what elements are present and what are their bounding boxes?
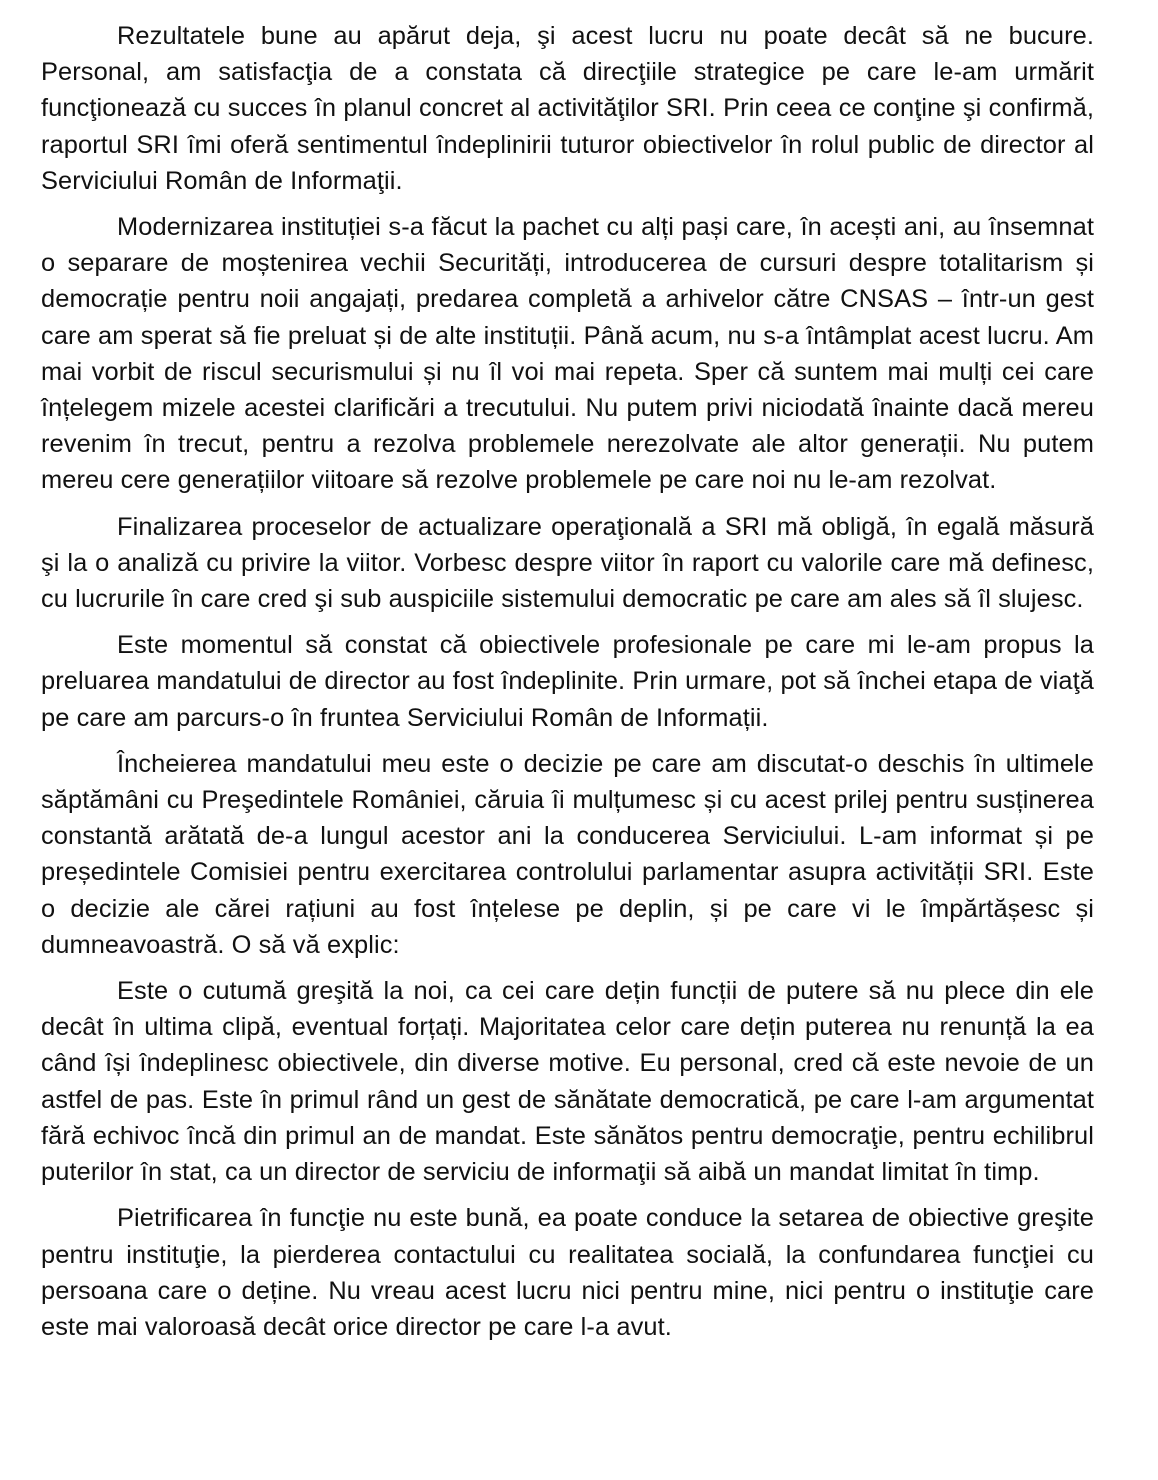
paragraph-mandate-end: Încheierea mandatului meu este o decizie pe care am discutat-o deschis în ultimele săptămâni cu Preşedintele României, căruia îi mulțumesc și cu acest prilej pentru susținerea constantă arătată de-a lungul acestor ani la conducerea Serviciului. L-am informat și pe președintele Comisiei pentru exercitarea controlului parlamentar asupra activității SRI. Este o decizie ale cărei rațiuni au fost înțelese pe deplin, și pe care vi le împărtășesc și dumneavoastră. O să vă explic: <box>41 749 1094 959</box>
document-page <box>41 18 1094 1355</box>
paragraph-finalization: Finalizarea proceselor de actualizare operaţională a SRI mă obligă, în egală măsură şi la o analiză cu privire la viitor. Vorbesc despre viitor în raport cu valorile care mă definesc, cu lucrurile în care cred şi sub auspiciile sistemului democratic pe care am ales să îl slujesc. <box>41 512 1094 614</box>
paragraph-custom: Este o cutumă greşită la noi, ca cei care dețin funcții de putere să nu plece din ele decât în ultima clipă, eventual forțați. Majoritatea celor care dețin puterea nu renunță la ea când își îndeplinesc obiectivele, din diverse motive. Eu personal, cred că este nevoie de un astfel de pas. Este în primul rând un gest de sănătate democratică, pe care l-am argumentat fără echivoc încă din primul an de mandat. Este sănătos pentru democraţie, pentru echilibrul puterilor în stat, ca un director de serviciu de informaţii să aibă un mandat limitat în timp. <box>41 977 1094 1187</box>
paragraph-objectives: Este momentul să constat că obiectivele profesionale pe care mi le-am propus la preluarea mandatului de director au fost îndeplinite. Prin urmare, pot să închei etapa de viaţă pe care am parcurs-o în fruntea Serviciului Român de Informații. <box>41 631 1094 732</box>
paragraph-results: Rezultatele bune au apărut deja, şi acest lucru nu poate decât să ne bucure. Personal, am satisfacţia de a constata că direcţiile strategice pe care le-am urmărit funcţionează cu succes în planul concret al activităţilor SRI. Prin ceea ce conţine şi confirmă, raportul SRI îmi oferă sentimentul îndeplinirii tuturor obiectivelor în rolul public de director al Serviciului Român de Informaţii. <box>41 22 1094 195</box>
paragraph-modernization: Modernizarea instituției s-a făcut la pachet cu alți pași care, în acești ani, au însemnat o separare de moștenirea vechii Securități, introducerea de cursuri despre totalitarism și democrație pentru noii angajați, predarea completă a arhivelor către CNSAS – într-un gest care am sperat să fie preluat și de alte instituții. Până acum, nu s-a întâmplat acest lucru. Am mai vorbit de riscul securismului și nu îl voi mai repeta. Sper că suntem mai mulți cei care înțelegem mizele acestei clarificări a trecutului. Nu putem privi niciodată înainte dacă mereu revenim în trecut, pentru a rezolva problemele nerezolvate ale altor generații. Nu putem mereu cere generațiilor viitoare să rezolve problemele pe care noi nu le-am rezolvat. <box>41 213 1094 495</box>
paragraph-petrification: Pietrificarea în funcţie nu este bună, ea poate conduce la setarea de obiective greşite pentru instituţie, la pierderea contactului cu realitatea socială, la confundarea funcţiei cu persoana care o deține. Nu vreau acest lucru nici pentru mine, nici pentru o instituţie care este mai valoroasă decât orice director pe care l-a avut. <box>41 1204 1094 1341</box>
